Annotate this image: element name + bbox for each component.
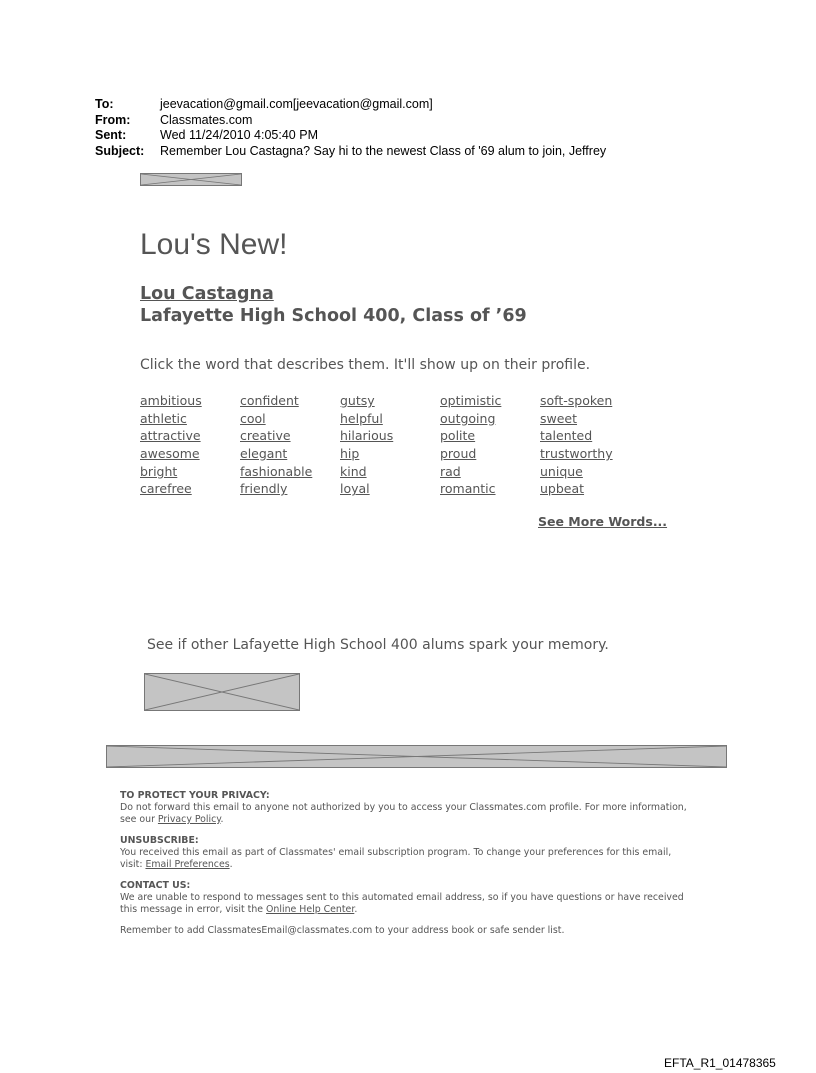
word-link[interactable]: elegant (240, 446, 288, 462)
word-link[interactable]: soft-spoken (540, 393, 613, 408)
word-link[interactable]: optimistic (440, 393, 502, 408)
to-row (95, 97, 606, 113)
privacy-policy-link[interactable]: Privacy Policy (157, 814, 221, 825)
word-link[interactable]: upbeat (540, 481, 585, 497)
word-link[interactable]: kind (340, 463, 367, 479)
word-link[interactable]: hip (340, 446, 360, 462)
email-footer (120, 790, 690, 937)
word-link[interactable]: gutsy (340, 393, 375, 408)
to-value: jeevacation@gmail.com[jeevacation@gmail.com] (160, 97, 433, 111)
subject-label: Subject: (95, 143, 145, 158)
contact-period: . (354, 904, 358, 915)
logo-image-placeholder (140, 173, 242, 186)
word-link[interactable]: cool (240, 410, 266, 426)
contact-title: CONTACT US: (120, 880, 191, 891)
word-link[interactable]: awesome (140, 446, 200, 462)
to-label: To: (95, 97, 114, 111)
privacy-section (120, 790, 690, 826)
word-link[interactable]: proud (440, 446, 477, 462)
unsubscribe-period: . (229, 859, 233, 870)
profile-school: Lafayette High School 400, Class of ’69 (140, 306, 527, 326)
online-help-center-link[interactable]: Online Help Center (266, 904, 355, 915)
word-link[interactable]: loyal (340, 481, 370, 497)
word-link[interactable]: trustworthy (540, 446, 613, 462)
word-link[interactable]: sweet (540, 410, 578, 426)
word-grid (140, 393, 640, 499)
word-link[interactable]: unique (540, 463, 583, 479)
word-link[interactable]: friendly (240, 481, 288, 497)
contact-body (120, 892, 690, 916)
from-label: From: (95, 112, 131, 127)
word-link[interactable]: romantic (440, 481, 496, 497)
from-value: Classmates.com (160, 112, 253, 127)
unsubscribe-section (120, 835, 690, 871)
privacy-title: TO PROTECT YOUR PRIVACY: (120, 790, 270, 801)
unsubscribe-title: UNSUBSCRIBE: (120, 835, 199, 846)
word-link[interactable]: polite (440, 428, 476, 444)
banner-image-placeholder (106, 745, 727, 768)
word-link[interactable]: carefree (140, 481, 192, 497)
contact-text: We are unable to respond to messages sent to this automated email address, so if you have questions or have received this message in error, visit the (120, 892, 684, 915)
privacy-text: Do not forward this email to anyone not authorized by you to access your Classmates.com profile. For more information, see our (120, 802, 687, 825)
describe-prompt: Click the word that describes them. It'll show up on their profile. (140, 357, 591, 373)
word-link[interactable]: hilarious (340, 428, 394, 444)
word-link[interactable]: outgoing (440, 410, 496, 426)
contact-section (120, 880, 690, 916)
profile-name-link[interactable]: Lou Castagna (140, 284, 274, 304)
unsubscribe-text: You received this email as part of Classmates' email subscription program. To change your preferences for this email, visit: (120, 847, 672, 870)
headline: Lou's New! (140, 228, 288, 261)
email-preferences-link[interactable]: Email Preferences (145, 859, 230, 870)
word-link[interactable]: ambitious (140, 393, 202, 408)
word-link[interactable]: creative (240, 428, 291, 444)
sent-row (95, 128, 606, 144)
unsubscribe-body (120, 847, 690, 871)
word-link[interactable]: confident (240, 393, 299, 408)
word-link[interactable]: talented (540, 428, 593, 444)
word-link[interactable]: rad (440, 463, 461, 479)
privacy-period: . (220, 814, 224, 825)
spark-memory-text: See if other Lafayette High School 400 alums spark your memory. (147, 637, 609, 653)
sent-value: Wed 11/24/2010 4:05:40 PM (160, 128, 318, 142)
address-book-note: Remember to add ClassmatesEmail@classmates.com to your address book or safe sender list. (120, 925, 565, 936)
word-link[interactable]: athletic (140, 410, 187, 426)
from-row (95, 113, 606, 129)
subject-row (95, 144, 606, 160)
document-id: EFTA_R1_01478365 (664, 1056, 776, 1070)
alumni-image-placeholder[interactable] (144, 673, 300, 711)
privacy-body (120, 802, 690, 826)
word-link[interactable]: bright (140, 463, 178, 479)
email-header (95, 97, 606, 159)
subject-value: Remember Lou Castagna? Say hi to the newest Class of '69 alum to join, Jeffrey (160, 143, 607, 158)
word-link[interactable]: helpful (340, 410, 383, 426)
sent-label: Sent: (95, 128, 127, 142)
word-link[interactable]: fashionable (240, 463, 313, 479)
see-more-words-link[interactable]: See More Words... (538, 514, 668, 529)
word-link[interactable]: attractive (140, 428, 201, 444)
